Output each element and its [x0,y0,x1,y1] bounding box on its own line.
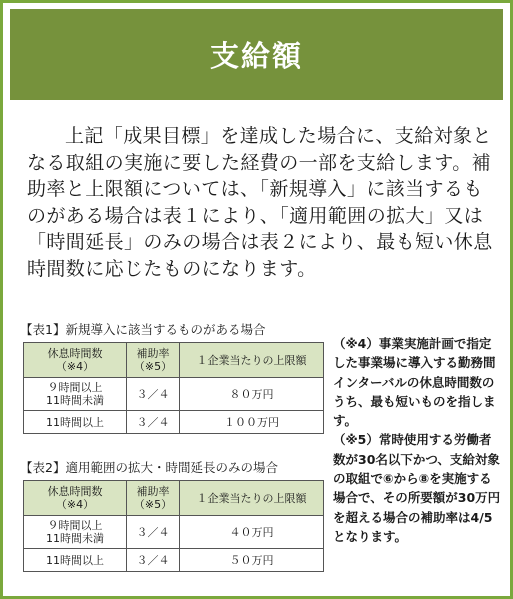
table2-caption: 【表2】適用範囲の拡大・時間延長のみの場合 [20,460,278,475]
header-hours-note: （※4） [55,360,95,373]
cell-cap: ５０万円 [180,549,324,572]
table1-header-cap: １企業当たりの上限額 [180,343,324,378]
table-row [24,549,324,572]
table1-caption: 【表1】新規導入に該当するものがある場合 [20,322,266,337]
table-row [24,378,324,411]
page-title: 支給額 [209,39,303,73]
cell-rate: ３／４ [127,549,180,572]
header-rate-label: 補助率 [136,347,170,360]
header-hours-label: 休息時間数 [47,485,103,498]
table-row [24,516,324,549]
cell-rate: ３／４ [127,411,180,434]
lead-paragraph: 上記「成果目標」を達成した場合に、支給対象となる取組の実施に要した経費の一部を支給します。補助率と上限額については、「新規導入」に該当するものがある場合は表１により、「適用範囲の拡大」又は「時間延長」のみの場合は表２により、最も短い休息時間数に応じたものになります。 [27,125,493,280]
side-notes [333,334,501,546]
cell-cap: ４０万円 [180,516,324,549]
cell-hours-line1: ９時間以上 [47,381,103,394]
cell-hours [24,516,127,549]
note-5: （※5）常時使用する労働者数が30名以下かつ、支給対象の取組で⑥から⑧を実施する場合で、その所要額が30万円を超える場合の補助率は4/5となります。 [333,432,501,544]
header-rate-note: （※5） [133,360,173,373]
table-row [24,411,324,434]
header-rate-label: 補助率 [136,485,170,498]
cell-rate: ３／４ [127,516,180,549]
table2-header-hours [24,481,127,516]
header-rate-note: （※5） [133,498,173,511]
header-banner [10,9,503,100]
cell-cap: ８０万円 [180,378,324,411]
table2 [23,480,324,572]
table1-header-hours [24,343,127,378]
note-4: （※4）事業実施計画で指定した事業場に導入する勤務間インターバルの休息時間数のうち、最も短いものを指します。 [333,336,496,429]
cell-hours: 11時間以上 [24,549,127,572]
cell-hours [24,378,127,411]
cell-hours-line2: 11時間未満 [46,532,104,545]
table2-header-rate [127,481,180,516]
header-hours-note: （※4） [55,498,95,511]
cell-hours: 11時間以上 [24,411,127,434]
cell-hours-line1: ９時間以上 [47,519,103,532]
table1-header-row [24,343,324,378]
cell-cap: １００万円 [180,411,324,434]
header-hours-label: 休息時間数 [47,347,103,360]
table2-header-row [24,481,324,516]
table2-header-cap: １企業当たりの上限額 [180,481,324,516]
table1 [23,342,324,434]
table1-header-rate [127,343,180,378]
cell-rate: ３／４ [127,378,180,411]
cell-hours-line2: 11時間未満 [46,394,104,407]
